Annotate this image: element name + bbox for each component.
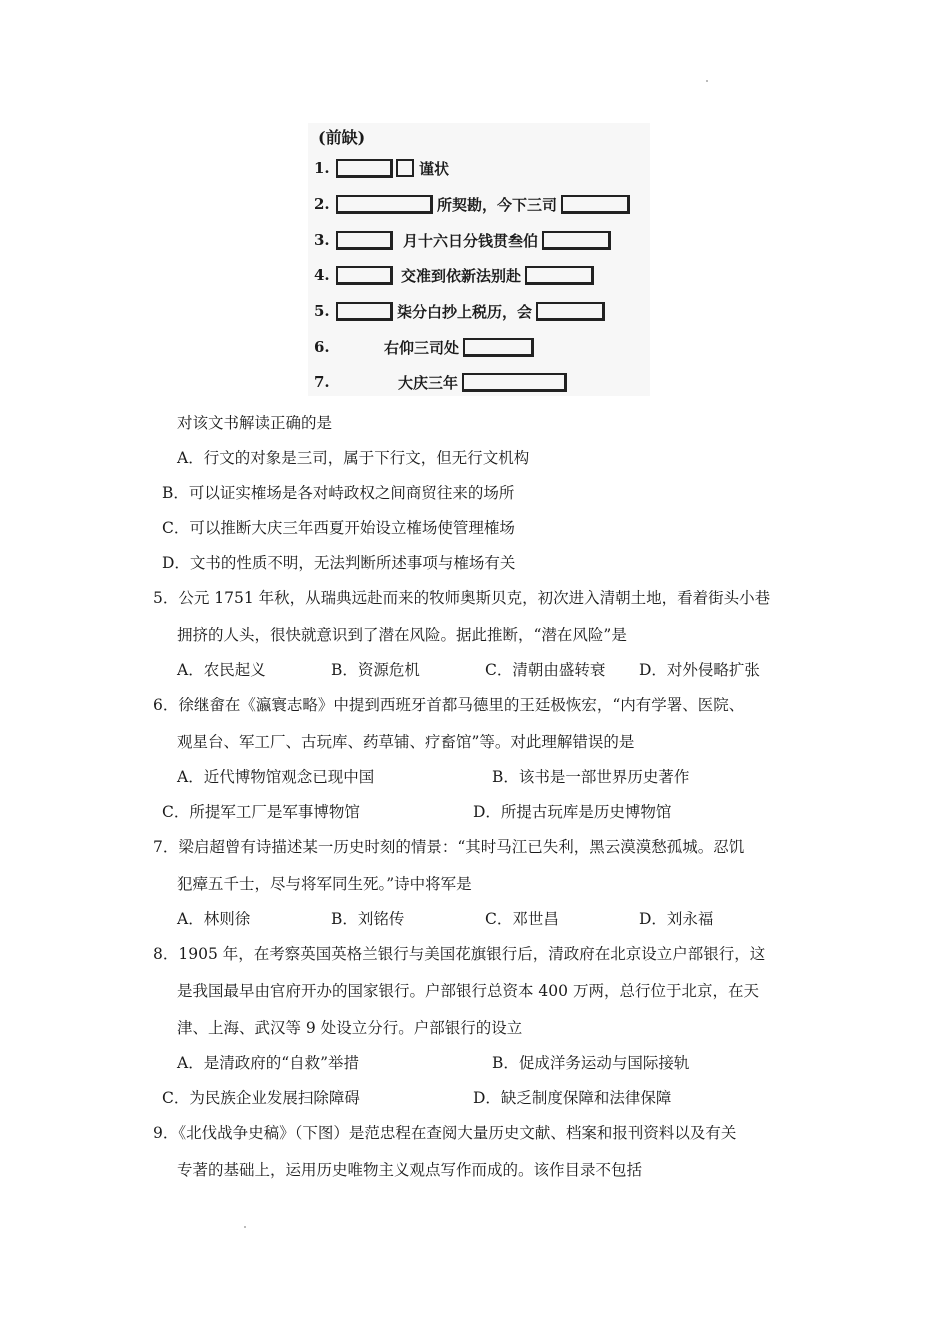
- q4-stem: 对该文书解读正确的是: [177, 414, 333, 432]
- lacuna-box: [462, 373, 567, 392]
- figure-row-5: [314, 299, 605, 323]
- lacuna-box: [336, 266, 393, 285]
- lacuna-box: [336, 231, 393, 250]
- q9-line-1: 9．《北伐战争史稿》（下图）是范忠程在查阅大量历史文献、档案和报刊资料以及有关: [153, 1124, 737, 1142]
- q5-option-c: C．清朝由盛转衰: [485, 661, 606, 679]
- lacuna-box: [561, 195, 630, 214]
- q6-option-b: B．该书是一部世界历史著作: [492, 768, 690, 786]
- q7-line-2: 犯瘴五千士，尽与将军同生死。”诗中将军是: [177, 875, 472, 893]
- q7-option-d: D．刘永福: [639, 910, 714, 928]
- row-number: 1.: [314, 159, 330, 177]
- q6-option-d: D．所提古玩库是历史博物馆: [473, 803, 672, 821]
- q4-option-a: A．行文的对象是三司，属于下行文，但无行文机构: [177, 449, 530, 467]
- q7-option-c: C．邓世昌: [485, 910, 559, 928]
- figure-header: (前缺): [318, 128, 366, 147]
- row-number: 5.: [314, 302, 330, 320]
- row-text: 所契勘，今下三司: [437, 195, 558, 214]
- corner-mark-bottom: [244, 1226, 246, 1228]
- q5-option-a: A．农民起义: [177, 661, 266, 679]
- q7-option-a: A．林则徐: [177, 910, 251, 928]
- row-text: 谨状: [419, 159, 450, 178]
- lacuna-box: [536, 302, 605, 321]
- figure-row-1: [314, 156, 449, 180]
- lacuna-box: [336, 159, 393, 178]
- figure-row-4: [314, 263, 594, 287]
- q6-line-2: 观星台、军工厂、古玩库、药草铺、疗畜馆”等。对此理解错误的是: [177, 733, 635, 751]
- q5-option-d: D．对外侵略扩张: [639, 661, 760, 679]
- corner-mark-top: [706, 80, 708, 82]
- figure-row-7: [314, 370, 567, 394]
- q7-option-b: B．刘铭传: [331, 910, 405, 928]
- row-number: 7.: [314, 373, 330, 391]
- q8-line-1: 8．1905 年，在考察英国英格兰银行与美国花旗银行后，清政府在北京设立户部银行，这: [153, 945, 766, 963]
- q8-line-3: 津、上海、武汉等 9 处设立分行。户部银行的设立: [177, 1019, 523, 1037]
- row-text: 交准到依新法别赴: [401, 266, 522, 285]
- q7-line-1: 7．梁启超曾有诗描述某一历史时刻的情景：“其时马江已失利，黑云漠漠愁孤城。忍饥: [153, 838, 745, 856]
- figure-row-6: [314, 335, 534, 359]
- lacuna-box: [525, 266, 594, 285]
- q5-line-2: 拥挤的人头，很快就意识到了潜在风险。据此推断，“潜在风险”是: [177, 626, 627, 644]
- row-number: 3.: [314, 231, 330, 249]
- q4-option-c: C．可以推断大庆三年西夏开始设立榷场使管理榷场: [162, 519, 515, 537]
- lacuna-box: [463, 338, 534, 357]
- q9-line-2: 专著的基础上，运用历史唯物主义观点写作而成的。该作目录不包括: [177, 1161, 643, 1179]
- document-fragment-figure: [308, 123, 650, 396]
- lacuna-square: [396, 159, 414, 177]
- q6-option-a: A．近代博物馆观念已现中国: [177, 768, 375, 786]
- row-text: 右仰三司处: [384, 338, 460, 357]
- lacuna-box: [336, 195, 433, 214]
- lacuna-box: [542, 231, 611, 250]
- figure-row-3: [314, 228, 611, 252]
- row-number: 6.: [314, 338, 330, 356]
- lacuna-box: [336, 302, 393, 321]
- q6-option-c: C．所提军工厂是军事博物馆: [162, 803, 360, 821]
- row-number: 4.: [314, 266, 330, 284]
- q8-option-a: A．是清政府的“自救”举措: [177, 1054, 360, 1072]
- q8-option-b: B．促成洋务运动与国际接轨: [492, 1054, 690, 1072]
- q5-line-1: 5．公元 1751 年秋，从瑞典远赴而来的牧师奥斯贝克，初次进入清朝土地，看着街头小巷: [153, 589, 771, 607]
- q8-option-c: C．为民族企业发展扫除障碍: [162, 1089, 360, 1107]
- q4-option-b: B．可以证实榷场是各对峙政权之间商贸往来的场所: [162, 484, 515, 502]
- q8-line-2: 是我国最早由官府开办的国家银行。户部银行总资本 400 万两，总行位于北京，在天: [177, 982, 759, 1000]
- figure-row-2: [314, 192, 630, 216]
- q8-option-d: D．缺乏制度保障和法律保障: [473, 1089, 672, 1107]
- q5-option-b: B．资源危机: [331, 661, 420, 679]
- q6-line-1: 6．徐继畲在《瀛寰志略》中提到西班牙首都马德里的王廷极恢宏，“内有学署、医院、: [153, 696, 745, 714]
- row-text: 柒分白抄上税历，会: [397, 302, 533, 321]
- row-number: 2.: [314, 195, 330, 213]
- row-text: 月十六日分钱贯叁伯: [403, 231, 539, 250]
- row-text: 大庆三年: [398, 373, 459, 392]
- q4-option-d: D．文书的性质不明，无法判断所述事项与榷场有关: [162, 554, 516, 572]
